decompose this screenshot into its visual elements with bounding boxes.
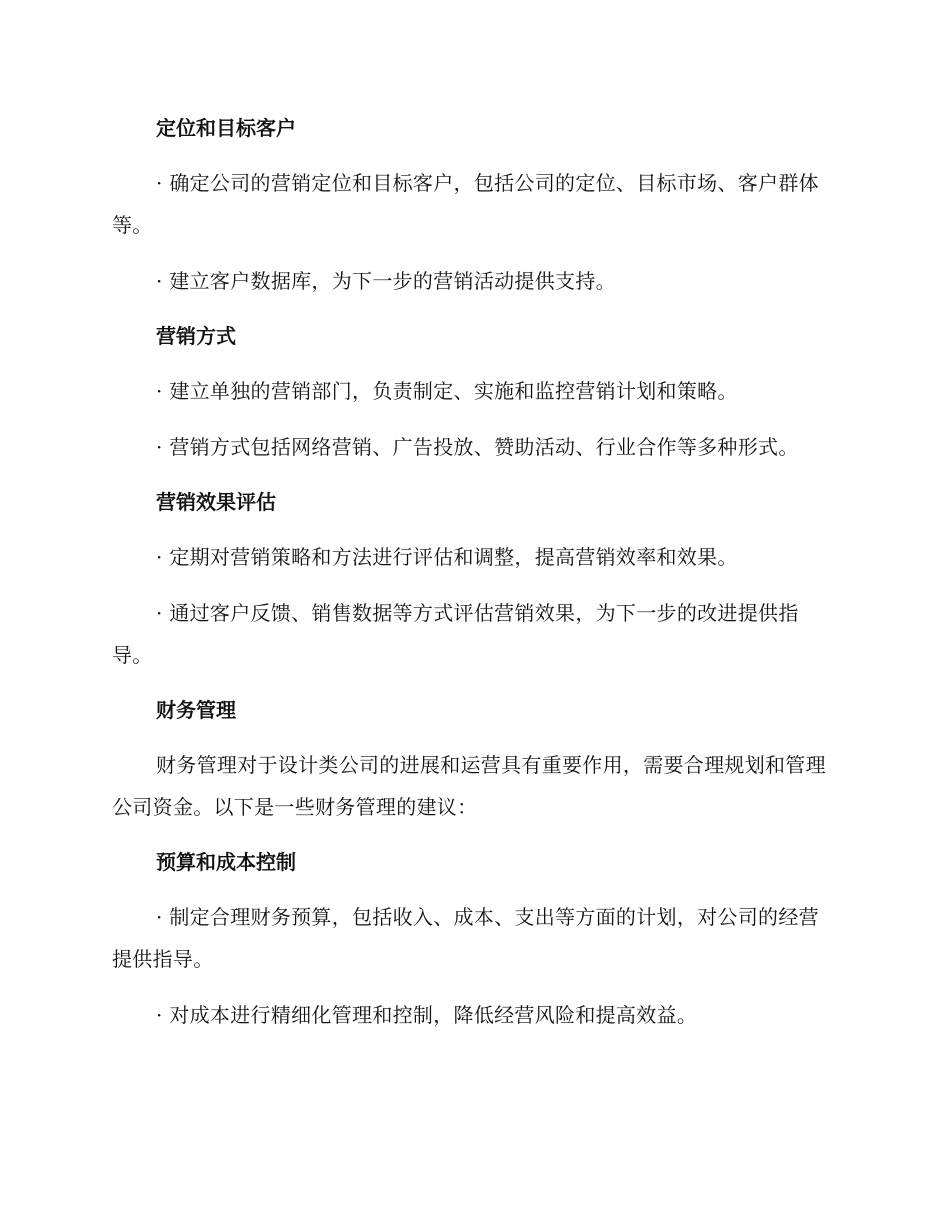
section-heading: 预算和成本控制 [156,850,296,874]
bullet-paragraph: · 通过客户反馈、销售数据等方式评估营销效果，为下一步的改进提供指导。 [112,601,799,667]
bullet-paragraph: · 制定合理财务预算，包括收入、成本、支出等方面的计划，对公司的经营提供指导。 [112,905,819,971]
section-marketing-evaluation [112,482,832,676]
section-financial-management [112,690,832,828]
section-marketing-methods [112,316,832,468]
section-heading: 营销效果评估 [156,490,276,514]
bullet-paragraph: · 定期对营销策略和方法进行评估和调整，提高营销效率和效果。 [156,545,738,569]
bullet-paragraph: · 营销方式包括网络营销、广告投放、赞助活动、行业合作等多种形式。 [156,435,799,459]
body-paragraph: 财务管理对于设计类公司的进展和运营具有重要作用，需要合理规划和管理公司资金。以下是一些财务管理的建议： [112,753,826,819]
section-heading: 营销方式 [156,324,236,348]
section-budget-cost-control [112,842,832,1036]
bullet-paragraph: · 确定公司的营销定位和目标客户，包括公司的定位、目标市场、客户群体等。 [112,171,819,237]
bullet-paragraph: · 建立单独的营销部门，负责制定、实施和监控营销计划和策略。 [156,379,738,403]
document-page [112,108,832,1050]
bullet-paragraph: · 对成本进行精细化管理和控制，降低经营风险和提高效益。 [156,1003,698,1027]
section-positioning [112,108,832,302]
section-heading: 定位和目标客户 [156,116,296,140]
section-heading: 财务管理 [156,698,236,722]
bullet-paragraph: · 建立客户数据库，为下一步的营销活动提供支持。 [156,269,616,293]
